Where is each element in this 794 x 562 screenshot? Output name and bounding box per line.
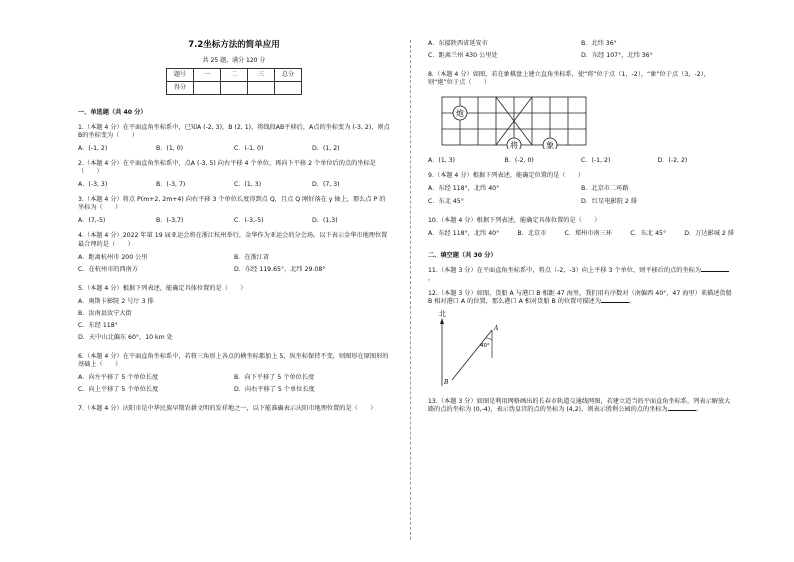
- option[interactable]: D．(1, 2): [312, 145, 340, 153]
- piece-xiang: [543, 138, 557, 149]
- option[interactable]: B．北京市二环路: [581, 185, 629, 193]
- option[interactable]: B．(1, 0): [156, 145, 184, 153]
- question-text: 1.（本题 4 分）在平面直角坐标系中，已知A (-2, 3)，B (2, 1)，将线段AB平移后，A点的坐标变为 (-3, 2)，则点B的坐标变为（ ）: [78, 123, 390, 139]
- option[interactable]: A．奥斯卡影院 2 号厅 3 排: [78, 297, 154, 305]
- option[interactable]: B．北京市: [517, 229, 547, 237]
- section-single-choice: 一、单选题（共 40 分）: [78, 108, 147, 116]
- option[interactable]: C．距离兰州 430 公里处: [428, 52, 498, 60]
- option[interactable]: A．(-1, 2): [78, 145, 108, 153]
- question-7: [78, 405, 390, 413]
- option[interactable]: A．(-3, 3): [78, 181, 108, 189]
- question-7-options: [428, 40, 734, 64]
- option[interactable]: D．东经 119.65°，北纬 29.08°: [234, 265, 326, 273]
- bearing-figure: [434, 310, 734, 391]
- answer-blank[interactable]: [668, 410, 696, 411]
- score-head-cell: 三: [248, 68, 275, 81]
- option[interactable]: A．向左平移了 5 个单位长度: [78, 374, 159, 382]
- question-text: 11.（本题 3 分）在平面直角坐标系中，将点（-2，-3）向上平移 3 个单位，则平移后的点的坐标为: [428, 266, 702, 274]
- score-head-cell: 总分: [275, 68, 302, 81]
- piece-label: 将: [510, 141, 518, 150]
- question-tail: 。: [629, 297, 636, 305]
- question-6: [78, 353, 390, 398]
- score-label-cell: 得分: [167, 81, 194, 94]
- chess-board: [438, 93, 598, 149]
- option[interactable]: C．东北 45°: [630, 229, 667, 237]
- options: [78, 254, 390, 278]
- question-text: 5.（本题 4 分）根据下列表述，能确定具体位置的是（ ）: [78, 284, 247, 292]
- column-divider: [410, 40, 411, 540]
- question-text: 2.（本题 4 分）在平面直角坐标系中，点A (-3, 5) 向右平移 4 个单位，再向下平移 2 个单位后的点的坐标是（ ）: [78, 160, 376, 176]
- question-text: 13.（本题 3 分）如图是利用网格画出的长春市轨道交通线网图，若建立适当的平面直角坐标系，列表示解放大路的点的坐标为 (0,-4)，表示伪皇宫的点的坐标为 (4,2)，则表示胜利公园的点的坐标为: [428, 398, 731, 414]
- question-text: 3.（本题 4 分）将点 P(m+2, 2m+4) 向右平移 3 个单位长度得到点 Q，且点 Q 刚好落在 y 轴上，那么点 P 的坐标为（ ）: [78, 196, 386, 212]
- question-9: [428, 172, 734, 209]
- option[interactable]: C．在杭州市的西南方: [78, 265, 139, 273]
- page-subtitle: 共 25 题，满分 120 分: [202, 57, 266, 65]
- question-text: 6.（本题 4 分）在平面直角坐标系中，若将三角形上各点的横坐标都加上 5，纵坐标保持不变，则图形在原图形的基础上（ ）: [78, 353, 389, 369]
- point-b-label: B: [444, 379, 449, 386]
- options: [428, 157, 734, 165]
- section-fill-blank: 二、填空题（共 30 分）: [428, 251, 497, 259]
- score-table: [166, 68, 302, 95]
- option[interactable]: D．红星电影院 2 排: [581, 197, 637, 205]
- north-label: 北: [439, 310, 446, 318]
- question-5: [78, 285, 390, 346]
- question-3: [78, 196, 390, 225]
- option[interactable]: C．(1, 3): [234, 181, 262, 189]
- piece-jiang: [507, 138, 521, 149]
- score-head-cell: 一: [194, 68, 221, 81]
- option[interactable]: D．万达影城 2 排: [684, 229, 734, 237]
- question-text: 7.（本题 4 分）庆阳市是中华民族早期农耕文明的发祥地之一，以下能准确表示庆阳市地理位置的是（ ）: [78, 405, 377, 413]
- option[interactable]: C．东经 118°: [78, 321, 118, 329]
- option[interactable]: B．(-2, 0): [504, 157, 534, 165]
- question-tail: 。: [695, 406, 702, 414]
- angle-label: 40°: [480, 343, 490, 349]
- chess-board-figure: [438, 93, 734, 152]
- segment-ab: [452, 330, 492, 380]
- option[interactable]: B．(-3, 7): [156, 181, 186, 189]
- piece-pao: [453, 106, 467, 120]
- point-a-label: A: [494, 325, 499, 332]
- option[interactable]: B．向下平移了 5 个单位长度: [234, 374, 315, 382]
- north-arrow-icon: [440, 318, 444, 324]
- question-1: [78, 124, 390, 153]
- options: [428, 185, 734, 209]
- option[interactable]: C．(-3,-5): [234, 217, 264, 225]
- option[interactable]: A．(7,-5): [78, 217, 106, 225]
- option[interactable]: A．(1, 3): [428, 157, 456, 165]
- score-input-cell[interactable]: [194, 81, 221, 94]
- options: [78, 181, 390, 189]
- question-12: [428, 290, 734, 391]
- bearing-diagram: [434, 310, 514, 388]
- angle-arc: [486, 338, 492, 340]
- question-text: 9.（本题 4 分）根据下列表述，能确定位置的是（ ）: [428, 172, 585, 180]
- options: [78, 217, 390, 225]
- option[interactable]: B．北纬 36°: [581, 40, 617, 47]
- option[interactable]: C．向上平移了 5 个单位长度: [78, 386, 159, 394]
- option[interactable]: D．向右平移了 5 个单位长度: [234, 386, 315, 394]
- question-tail: 。: [428, 274, 435, 282]
- right-column: [428, 0, 734, 414]
- option[interactable]: D．天中山北偏东 60°，10 km 处: [78, 333, 173, 341]
- option[interactable]: A．东经 118°，北纬 40°: [428, 229, 500, 237]
- question-2: [78, 160, 390, 189]
- option[interactable]: A．东经 118°，北纬 40°: [428, 185, 500, 193]
- option[interactable]: C．郑州市南三环: [564, 229, 613, 237]
- option[interactable]: D．(7, 3): [312, 181, 340, 189]
- question-10: [428, 217, 734, 238]
- option[interactable]: D．(-2, 2): [657, 157, 688, 165]
- score-input-cell[interactable]: [275, 81, 302, 94]
- option[interactable]: D．(1,3): [312, 217, 338, 225]
- question-11: [428, 267, 734, 283]
- page-title: 7.2坐标方法的简单应用: [188, 40, 280, 50]
- question-text: 10.（本题 4 分）根据下列表述，能确定具体位置的是（ ）: [428, 216, 601, 224]
- question-text: 4.（本题 4 分）2022 年第 19 届亚运会将在浙江杭州举行，金华作为亚运会的分会场。以下表示金华市地理位置最合理的是（ ）: [78, 232, 388, 248]
- score-input-cell[interactable]: [221, 81, 248, 94]
- question-13: [428, 398, 734, 414]
- options: [428, 230, 734, 238]
- option[interactable]: C．(-1, 2): [581, 157, 611, 165]
- question-text: 12.（本题 3 分）如图，货船 A 与港口 B 相距 47 海里，我们用有序数对（南偏西 40°，47 海里）来描述货船 B 相对港口 A 的位置，那么港口 A 相对货船 B 的位置可描述为: [428, 289, 732, 305]
- score-head-cell: 二: [221, 68, 248, 81]
- question-8: [428, 71, 734, 165]
- piece-label: 炮: [456, 109, 464, 119]
- options: [78, 145, 390, 153]
- score-head-cell: 题号: [167, 68, 194, 81]
- option[interactable]: C．东北 45°: [428, 197, 464, 205]
- option[interactable]: A．距离杭州市 200 公里: [78, 253, 148, 261]
- option[interactable]: B．在浙江省: [234, 253, 270, 261]
- option[interactable]: B．(-3,7): [156, 217, 184, 225]
- option[interactable]: D．东经 107°，北纬 36°: [581, 52, 653, 60]
- left-column: [78, 0, 390, 413]
- option[interactable]: B．汝南县汝宁大街: [78, 309, 132, 317]
- question-text: 8.（本题 4 分）如图，若在象棋盘上建立直角坐标系，使“将”位于点（1，-2），“象”位于点（3，-2），则“炮”位于点（ ）: [428, 71, 710, 87]
- options: [78, 298, 390, 346]
- answer-blank[interactable]: [701, 271, 729, 272]
- piece-label: 象: [546, 141, 554, 150]
- option[interactable]: A．东接陕西省延安市: [428, 40, 488, 47]
- score-input-cell[interactable]: [248, 81, 275, 94]
- answer-blank[interactable]: [601, 302, 629, 303]
- question-4: [78, 232, 390, 277]
- options: [78, 374, 390, 398]
- option[interactable]: C．(-1, 0): [234, 145, 264, 153]
